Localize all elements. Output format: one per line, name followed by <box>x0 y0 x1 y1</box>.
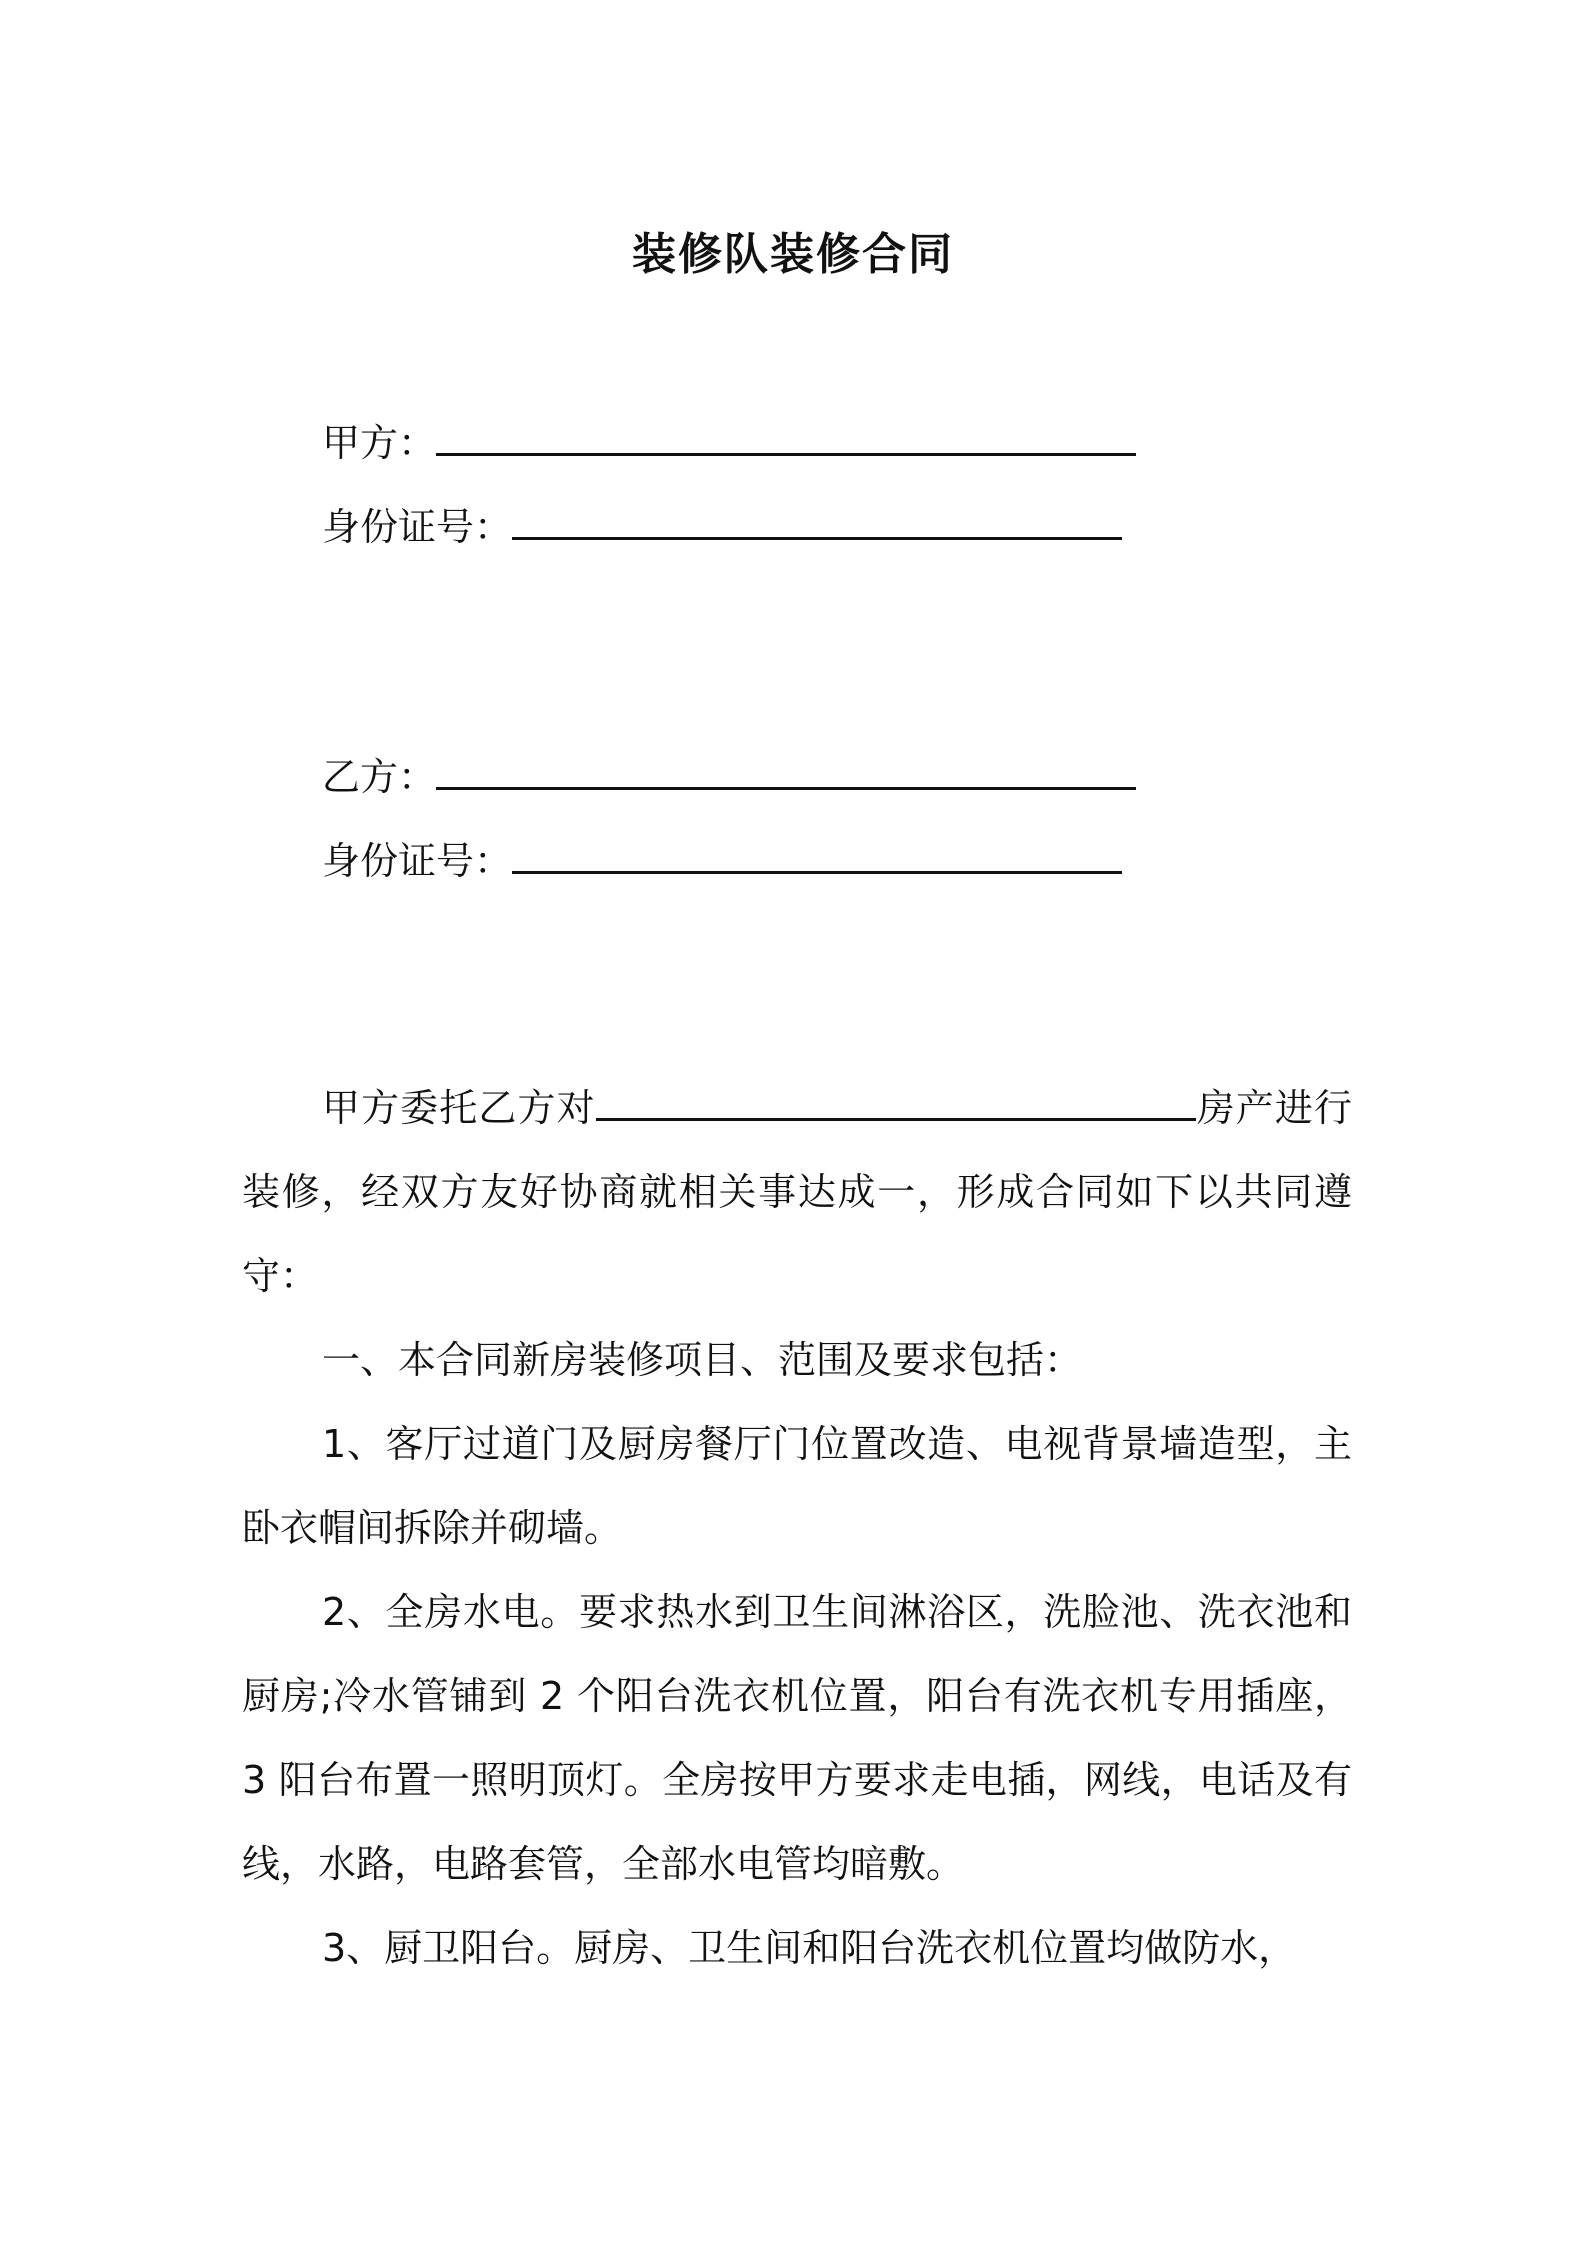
party-a-line <box>322 418 1136 468</box>
party-b-id-blank <box>512 837 1122 874</box>
document-title: 装修队装修合同 <box>632 229 954 280</box>
party-b-id-line <box>322 836 1122 886</box>
clause-item: 3、厨卫阳台。厨房、卫生间和阳台洗衣机位置均做防水， <box>322 1926 1297 1970</box>
party-b-blank <box>436 753 1136 790</box>
intro-suffix: 房产进行装修，经双方友好协商就相关事达成一，形成合同如下以共同遵守： <box>242 1086 1352 1298</box>
party-b-id-label: 身份证号： <box>322 839 513 883</box>
party-a-blank <box>436 419 1136 456</box>
property-address-blank <box>596 1084 1196 1121</box>
intro-prefix: 甲方委托乙方对 <box>322 1086 596 1130</box>
clause-heading: 一、本合同新房装修项目、范围及要求包括： <box>322 1338 1083 1382</box>
party-a-id-line <box>322 502 1122 552</box>
party-a-label: 甲方： <box>322 421 437 465</box>
party-b-label: 乙方： <box>322 755 437 799</box>
party-a-id-blank <box>512 503 1122 540</box>
intro-paragraph <box>242 1066 1352 1318</box>
party-a-id-label: 身份证号： <box>322 505 513 549</box>
clause-item: 2、全房水电。要求热水到卫生间淋浴区，洗脸池、洗衣池和厨房;冷水管铺到 2 个阳台洗衣机位置，阳台有洗衣机专用插座，3 阳台布置一照明顶灯。全房按甲方要求走电插，网线，电话及有线，水路，电路套管，全部水电管均暗敷。 <box>242 1590 1352 1886</box>
party-b-line <box>322 752 1136 802</box>
contract-body <box>242 1066 1352 1990</box>
clause-item: 1、客厅过道门及厨房餐厅门位置改造、电视背景墙造型，主卧衣帽间拆除并砌墙。 <box>242 1422 1352 1550</box>
